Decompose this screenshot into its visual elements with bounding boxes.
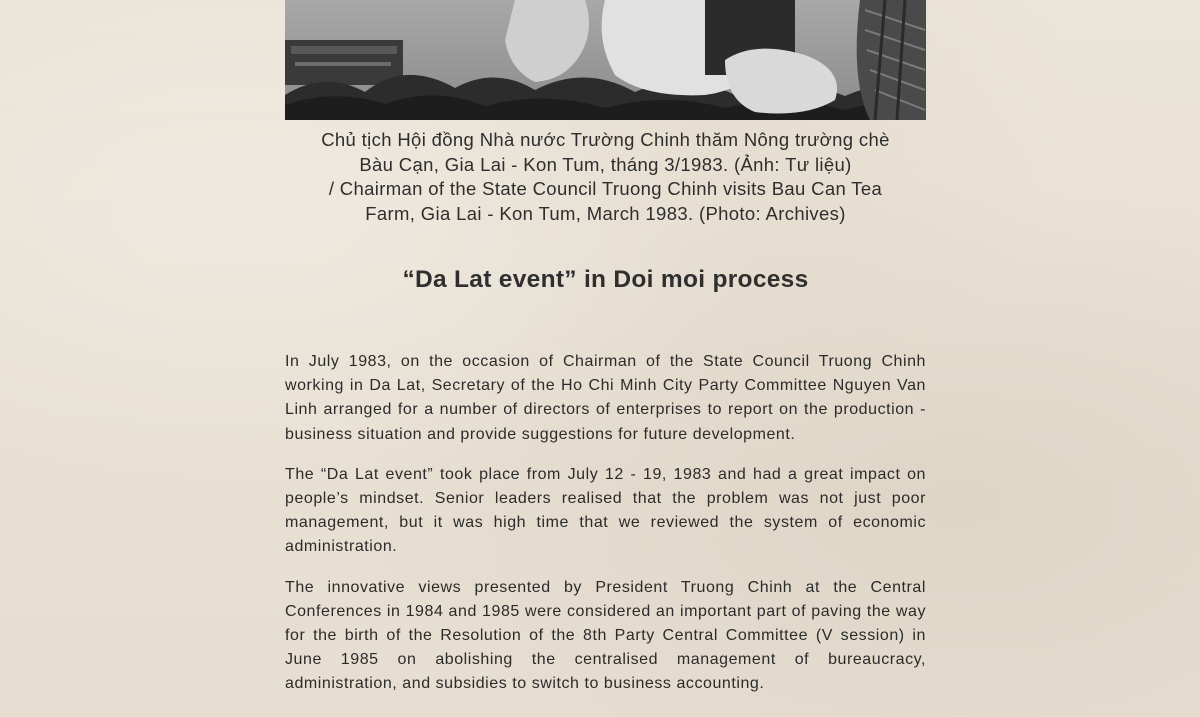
archival-photo bbox=[285, 0, 926, 120]
archival-photo-icon bbox=[285, 0, 926, 120]
article-paragraph: The “Da Lat event” took place from July 12 - 19, 1983 and had a great impact on people’s mindset. Senior leaders realised that the problem was not just poor management, but it was high time that we reviewed the system of economic administration. bbox=[285, 465, 926, 556]
article-body bbox=[285, 350, 926, 713]
article-paragraph: The innovative views presented by President Truong Chinh at the Central Conferences in 1984 and 1985 were considered an important part of paving the way for the birth of the Resolution of the 8th Party Central Committee (V session) in June 1985 on abolishing the centralised management of bureaucracy, administration, and subsidies to switch to business accounting. bbox=[285, 578, 926, 693]
photo-caption bbox=[285, 128, 926, 226]
article-paragraph: In July 1983, on the occasion of Chairman of the State Council Truong Chinh working in Da Lat, Secretary of the Ho Chi Minh City Party Committee Nguyen Van Linh arranged for a number of directors of enterprises to report on the production - business situation and provide suggestions for future development. bbox=[285, 353, 926, 443]
section-title: “Da Lat event” in Doi moi process bbox=[402, 266, 809, 293]
caption-line: Chủ tịch Hội đồng Nhà nước Trường Chinh thăm Nông trường chè bbox=[321, 129, 890, 150]
caption-line: Farm, Gia Lai - Kon Tum, March 1983. (Photo: Archives) bbox=[365, 202, 846, 224]
caption-line: Bàu Cạn, Gia Lai - Kon Tum, tháng 3/1983. (Ảnh: Tư liệu) bbox=[359, 153, 852, 175]
caption-line: / Chairman of the State Council Truong Chinh visits Bau Can Tea bbox=[328, 178, 883, 199]
